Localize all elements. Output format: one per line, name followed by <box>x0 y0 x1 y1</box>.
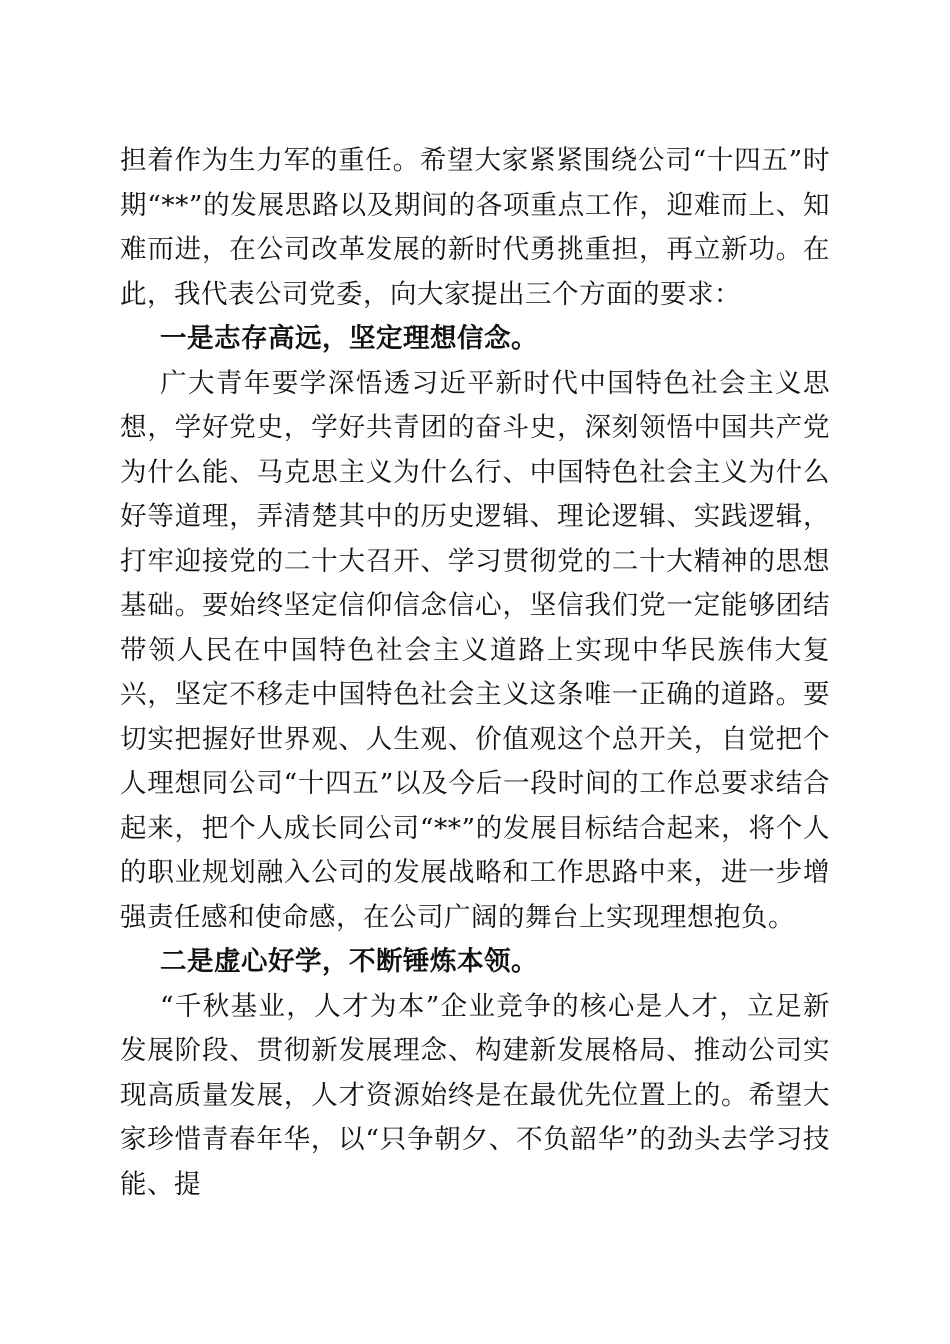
paragraph-ideals: 广大青年要学深悟透习近平新时代中国特色社会主义思想，学好党史，学好共青团的奋斗史，深刻领悟中国共产党为什么能、马克思主义为什么行、中国特色社会主义为什么好等道理，弄清楚其中的历史逻辑、理论逻辑、实践逻辑，打牢迎接党的二十大召开、学习贯彻党的二十大精神的思想基础。要始终坚定信仰信念信心，坚信我们党一定能够团结带领人民在中国特色社会主义道路上实现中华民族伟大复兴，坚定不移走中国特色社会主义这条唯一正确的道路。要切实把握好世界观、人生观、价值观这个总开关，自觉把个人理想同公司“十四五”以及今后一段时间的工作总要求结合起来，把个人成长同公司“**”的发展目标结合起来，将个人的职业规划融入公司的发展战略和工作思路中来，进一步增强责任感和使命感，在公司广阔的舞台上实现理想抱负。 <box>120 367 830 933</box>
paragraph-talent: “千秋基业，人才为本”企业竞争的核心是人才，立足新发展阶段、贯彻新发展理念、构建新发展格局、推动公司实现高质量发展，人才资源始终是在最优先位置上的。希望大家珍惜青春年华，以“只争朝夕、不负韶华”的劲头去学习技能、提 <box>120 990 830 1200</box>
document-body <box>120 139 830 1207</box>
paragraph-intro: 担着作为生力军的重任。希望大家紧紧围绕公司“十四五”时期“**”的发展思路以及期间的各项重点工作，迎难而上、知难而进，在公司改革发展的新时代勇挑重担，再立新功。在此，我代表公司党委，向大家提出三个方面的要求： <box>120 145 830 310</box>
section-heading-1: 一是志存高远，坚定理想信念。 <box>160 323 538 354</box>
section-heading-2: 二是虚心好学，不断锤炼本领。 <box>160 946 538 977</box>
